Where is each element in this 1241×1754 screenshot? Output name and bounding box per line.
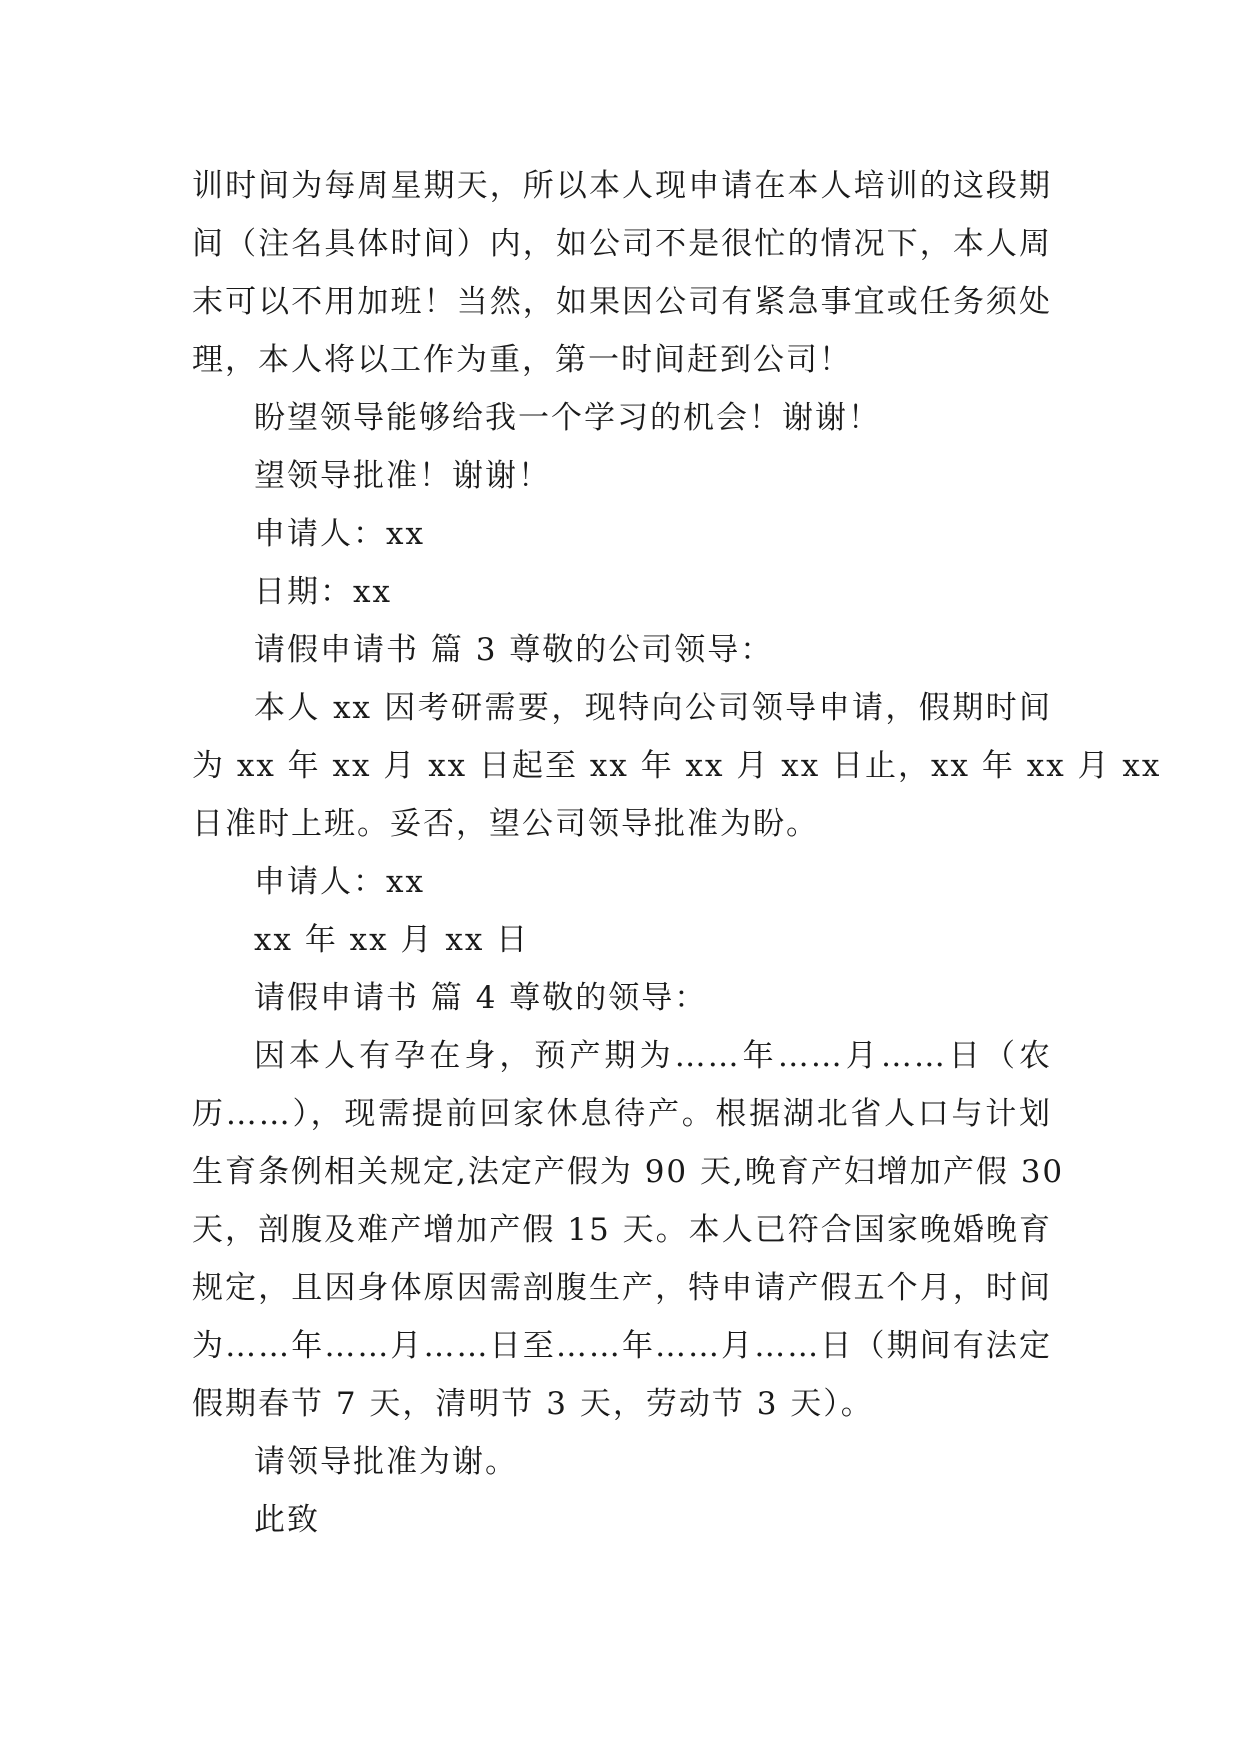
paragraph-line: 本人 xx 因考研需要，现特向公司领导申请，假期时间 bbox=[254, 690, 1052, 726]
closing-line: 此致 bbox=[254, 1502, 320, 1538]
applicant-line: 申请人：xx bbox=[254, 864, 425, 900]
paragraph-line: 末可以不用加班！当然，如果因公司有紧急事宜或任务须处 bbox=[192, 284, 1052, 320]
paragraph-line: 因本人有孕在身，预产期为……年……月……日（农 bbox=[254, 1038, 1052, 1074]
paragraph-line: 望领导批准！谢谢！ bbox=[254, 458, 551, 494]
paragraph-line: 规定，且因身体原因需剖腹生产，特申请产假五个月，时间 bbox=[192, 1270, 1052, 1306]
paragraph-line: 日准时上班。妥否，望公司领导批准为盼。 bbox=[192, 806, 819, 842]
paragraph-line: 训时间为每周星期天，所以本人现申请在本人培训的这段期 bbox=[192, 168, 1052, 204]
paragraph-line: 请领导批准为谢。 bbox=[254, 1444, 518, 1480]
paragraph-line: 假期春节 7 天，清明节 3 天，劳动节 3 天）。 bbox=[192, 1386, 874, 1422]
paragraph-line: 间（注名具体时间）内，如公司不是很忙的情况下，本人周 bbox=[192, 226, 1052, 262]
paragraph-line: 生育条例相关规定,法定产假为 90 天,晚育产妇增加产假 30 bbox=[192, 1154, 1065, 1190]
date-line: 日期：xx bbox=[254, 574, 392, 610]
paragraph-line: 为 xx 年 xx 月 xx 日起至 xx 年 xx 月 xx 日止，xx 年 xx 月 xx bbox=[192, 748, 1162, 784]
applicant-line: 申请人：xx bbox=[254, 516, 425, 552]
date-line: xx 年 xx 月 xx 日 bbox=[254, 922, 530, 958]
section-heading: 请假申请书 篇 3 尊敬的公司领导： bbox=[254, 632, 774, 668]
section-heading: 请假申请书 篇 4 尊敬的领导： bbox=[254, 980, 708, 1016]
paragraph-line: 理，本人将以工作为重，第一时间赶到公司！ bbox=[192, 342, 852, 378]
document-body bbox=[192, 157, 1162, 1549]
paragraph-line: 盼望领导能够给我一个学习的机会！谢谢！ bbox=[254, 400, 881, 436]
paragraph-line: 天，剖腹及难产增加产假 15 天。本人已符合国家晚婚晚育 bbox=[192, 1212, 1052, 1248]
paragraph-line: 历……），现需提前回家休息待产。根据湖北省人口与计划 bbox=[192, 1096, 1052, 1132]
paragraph-line: 为……年……月……日至……年……月……日（期间有法定 bbox=[192, 1328, 1052, 1364]
